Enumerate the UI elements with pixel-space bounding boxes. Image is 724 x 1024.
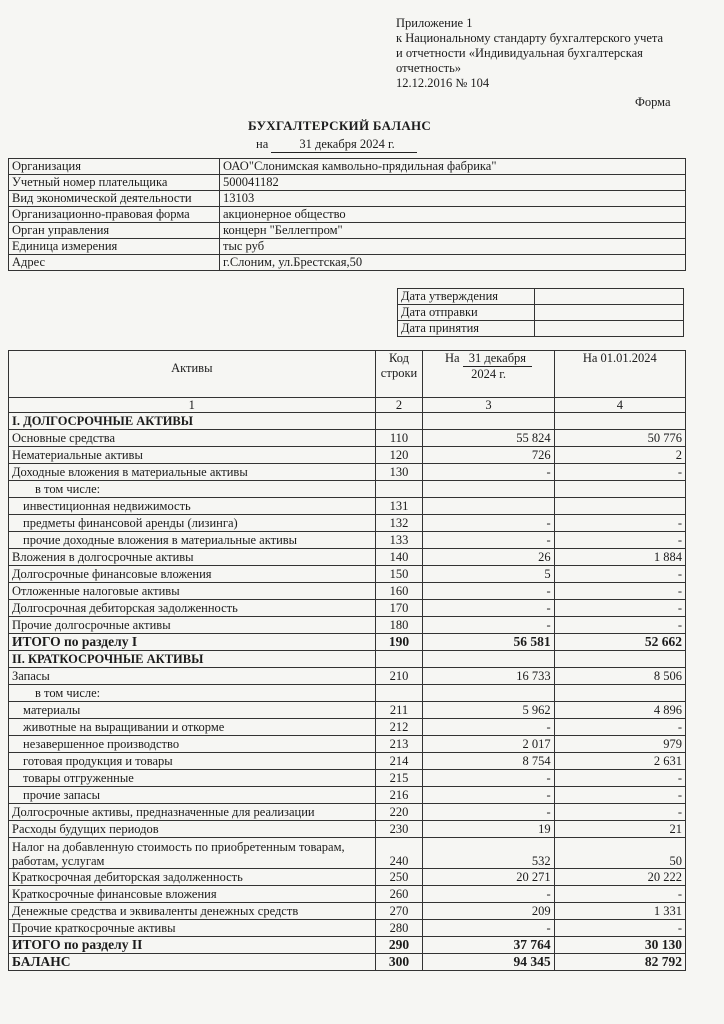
table-row (9, 903, 686, 920)
row-name: Прочие краткосрочные активы (9, 920, 376, 937)
row-value-current: 26 (423, 549, 554, 566)
table-row (9, 753, 686, 770)
row-name: в том числе: (9, 685, 376, 702)
row-value-current: 37 764 (423, 937, 554, 954)
table-row (9, 481, 686, 498)
row-name: Вложения в долгосрочные активы (9, 549, 376, 566)
appendix-line: Приложение 1 (396, 16, 473, 30)
row-name: Прочие долгосрочные активы (9, 617, 376, 634)
row-value-previous: - (554, 464, 685, 481)
table-row (9, 549, 686, 566)
row-value-previous: - (554, 770, 685, 787)
row-name: товары отгруженные (9, 770, 376, 787)
row-value-previous (554, 685, 685, 702)
org-info-row (9, 159, 686, 175)
row-code: 212 (375, 719, 423, 736)
row-code: 213 (375, 736, 423, 753)
row-name: Доходные вложения в материальные активы (9, 464, 376, 481)
row-code: 214 (375, 753, 423, 770)
org-info-label: Учетный номер плательщика (9, 175, 220, 191)
org-info-value: 13103 (220, 191, 686, 207)
row-value-previous (554, 498, 685, 515)
row-value-previous: 2 631 (554, 753, 685, 770)
row-code: 180 (375, 617, 423, 634)
row-value-previous: - (554, 920, 685, 937)
org-info-label: Вид экономической деятельности (9, 191, 220, 207)
row-name: незавершенное производство (9, 736, 376, 753)
org-info-label: Орган управления (9, 223, 220, 239)
date-field-row (398, 321, 684, 337)
row-value-current (423, 498, 554, 515)
org-info-label: Организационно-правовая форма (9, 207, 220, 223)
table-row (9, 583, 686, 600)
row-code (375, 685, 423, 702)
appendix-note (396, 16, 663, 91)
appendix-line: к Национальному стандарту бухгалтерского учета (396, 31, 664, 45)
table-row (9, 821, 686, 838)
row-value-current: - (423, 787, 554, 804)
column-number: 3 (423, 398, 554, 413)
row-code: 250 (375, 869, 423, 886)
column-numbers-row (9, 398, 686, 413)
header-code: Код строки (375, 351, 423, 398)
appendix-line: 12.12.2016 № 104 (396, 76, 490, 90)
table-row (9, 532, 686, 549)
row-code: 110 (375, 430, 423, 447)
org-info-label: Единица измерения (9, 239, 220, 255)
row-name: Долгосрочная дебиторская задолженность (9, 600, 376, 617)
row-value-current: 8 754 (423, 753, 554, 770)
header-previous-date: На 01.01.2024 (554, 351, 685, 398)
row-value-previous: - (554, 515, 685, 532)
table-row (9, 954, 686, 971)
balance-table (8, 350, 686, 971)
row-code: 260 (375, 886, 423, 903)
row-value-previous: - (554, 583, 685, 600)
table-row (9, 838, 686, 869)
row-value-current: - (423, 600, 554, 617)
row-value-previous: - (554, 886, 685, 903)
table-row (9, 651, 686, 668)
org-info-label: Адрес (9, 255, 220, 271)
row-name: Долгосрочные финансовые вложения (9, 566, 376, 583)
row-value-current: 2 017 (423, 736, 554, 753)
row-value-previous: 50 (554, 838, 685, 869)
table-row (9, 617, 686, 634)
org-info-value: г.Слоним, ул.Брестская,50 (220, 255, 686, 271)
row-code: 300 (375, 954, 423, 971)
header-current-year: 2024 г. (471, 367, 507, 381)
appendix-line: и отчетности «Индивидуальная бухгалтерская (396, 46, 643, 60)
row-name: прочие запасы (9, 787, 376, 804)
row-name: Отложенные налоговые активы (9, 583, 376, 600)
row-code: 170 (375, 600, 423, 617)
row-code: 280 (375, 920, 423, 937)
row-name: предметы финансовой аренды (лизинга) (9, 515, 376, 532)
table-row (9, 804, 686, 821)
row-value-previous: 1 331 (554, 903, 685, 920)
row-value-current: 55 824 (423, 430, 554, 447)
row-name: ИТОГО по разделу I (9, 634, 376, 651)
row-code: 131 (375, 498, 423, 515)
row-name: II. КРАТКОСРОЧНЫЕ АКТИВЫ (9, 651, 376, 668)
row-value-current: - (423, 515, 554, 532)
table-row (9, 634, 686, 651)
org-info-row (9, 207, 686, 223)
column-number: 4 (554, 398, 685, 413)
row-value-current (423, 651, 554, 668)
table-row (9, 515, 686, 532)
date-field-row (398, 289, 684, 305)
row-value-current: 5 962 (423, 702, 554, 719)
row-value-previous: 1 884 (554, 549, 685, 566)
row-value-current: - (423, 583, 554, 600)
org-info-row (9, 191, 686, 207)
table-row (9, 736, 686, 753)
row-value-current: 5 (423, 566, 554, 583)
row-value-previous: 52 662 (554, 634, 685, 651)
row-code: 290 (375, 937, 423, 954)
row-name: Краткосрочные финансовые вложения (9, 886, 376, 903)
row-value-previous: 50 776 (554, 430, 685, 447)
row-name: БАЛАНС (9, 954, 376, 971)
row-value-current: - (423, 532, 554, 549)
table-row (9, 498, 686, 515)
row-value-current (423, 413, 554, 430)
row-value-previous (554, 481, 685, 498)
org-info-value: ОАО"Слонимская камвольно-прядильная фабрика" (220, 159, 686, 175)
row-value-current: - (423, 770, 554, 787)
row-name: Основные средства (9, 430, 376, 447)
date-field-value (535, 305, 684, 321)
row-code: 270 (375, 903, 423, 920)
org-info-value: концерн "Беллегпром" (220, 223, 686, 239)
row-value-previous: 8 506 (554, 668, 685, 685)
row-value-previous: - (554, 532, 685, 549)
row-value-current: - (423, 804, 554, 821)
row-name: Запасы (9, 668, 376, 685)
row-name: материалы (9, 702, 376, 719)
row-name: I. ДОЛГОСРОЧНЫЕ АКТИВЫ (9, 413, 376, 430)
org-info-row (9, 239, 686, 255)
table-row (9, 869, 686, 886)
row-value-previous: 21 (554, 821, 685, 838)
column-number: 2 (375, 398, 423, 413)
row-value-current: 94 345 (423, 954, 554, 971)
row-name: готовая продукция и товары (9, 753, 376, 770)
row-value-previous (554, 651, 685, 668)
row-code: 216 (375, 787, 423, 804)
row-value-previous: 2 (554, 447, 685, 464)
row-name: Долгосрочные активы, предназначенные для реализации (9, 804, 376, 821)
table-row (9, 719, 686, 736)
table-row (9, 668, 686, 685)
row-value-current: - (423, 719, 554, 736)
date-field-value (535, 321, 684, 337)
appendix-line: отчетность» (396, 61, 462, 75)
row-code: 130 (375, 464, 423, 481)
table-row (9, 430, 686, 447)
row-value-previous: - (554, 787, 685, 804)
row-code: 190 (375, 634, 423, 651)
org-info-row (9, 255, 686, 271)
org-info-row (9, 175, 686, 191)
row-name: инвестиционная недвижимость (9, 498, 376, 515)
table-row (9, 702, 686, 719)
row-value-current: 726 (423, 447, 554, 464)
row-value-current: 209 (423, 903, 554, 920)
table-header-row (9, 351, 686, 398)
row-value-current: 56 581 (423, 634, 554, 651)
date-field-label: Дата отправки (398, 305, 535, 321)
row-value-current: - (423, 886, 554, 903)
row-name: животные на выращивании и откорме (9, 719, 376, 736)
row-value-previous: - (554, 804, 685, 821)
row-value-previous: - (554, 719, 685, 736)
row-code (375, 413, 423, 430)
row-value-current: 16 733 (423, 668, 554, 685)
row-name: Краткосрочная дебиторская задолженность (9, 869, 376, 886)
row-name: ИТОГО по разделу II (9, 937, 376, 954)
column-number: 1 (9, 398, 376, 413)
row-value-previous: - (554, 617, 685, 634)
row-name: Расходы будущих периодов (9, 821, 376, 838)
row-value-current: 532 (423, 838, 554, 869)
row-name: Нематериальные активы (9, 447, 376, 464)
header-current-date (423, 351, 554, 398)
date-field-value (535, 289, 684, 305)
organization-info-table (8, 158, 686, 271)
table-row (9, 600, 686, 617)
row-value-current: 20 271 (423, 869, 554, 886)
table-row (9, 937, 686, 954)
table-row (9, 770, 686, 787)
row-code: 132 (375, 515, 423, 532)
row-value-current: - (423, 617, 554, 634)
row-value-previous: 30 130 (554, 937, 685, 954)
row-name: в том числе: (9, 481, 376, 498)
org-info-value: акционерное общество (220, 207, 686, 223)
row-value-previous: 20 222 (554, 869, 685, 886)
row-code: 120 (375, 447, 423, 464)
table-row (9, 566, 686, 583)
table-row (9, 685, 686, 702)
table-row (9, 920, 686, 937)
row-code: 240 (375, 838, 423, 869)
org-info-row (9, 223, 686, 239)
row-code: 160 (375, 583, 423, 600)
row-code: 150 (375, 566, 423, 583)
row-value-current (423, 481, 554, 498)
document-title: БУХГАЛТЕРСКИЙ БАЛАНС (248, 118, 432, 133)
date-prefix: на (256, 137, 269, 151)
header-current-day: 31 декабря (463, 351, 532, 367)
row-name: прочие доходные вложения в материальные активы (9, 532, 376, 549)
row-code (375, 651, 423, 668)
row-code: 210 (375, 668, 423, 685)
dates-table (397, 288, 684, 337)
row-value-previous: 979 (554, 736, 685, 753)
row-code: 133 (375, 532, 423, 549)
date-value: 31 декабря 2024 г. (271, 137, 416, 153)
date-field-row (398, 305, 684, 321)
table-row (9, 787, 686, 804)
org-info-value: 500041182 (220, 175, 686, 191)
row-name: Налог на добавленную стоимость по приобретенным товарам, работам, услугам (9, 838, 376, 869)
row-value-previous: - (554, 600, 685, 617)
table-row (9, 413, 686, 430)
row-value-current: - (423, 464, 554, 481)
row-code: 140 (375, 549, 423, 566)
org-info-label: Организация (9, 159, 220, 175)
row-code: 211 (375, 702, 423, 719)
document-date (256, 137, 417, 153)
row-code: 230 (375, 821, 423, 838)
table-row (9, 464, 686, 481)
form-label: Форма (635, 95, 671, 109)
row-code (375, 481, 423, 498)
date-field-label: Дата утверждения (398, 289, 535, 305)
header-assets: Активы (9, 351, 376, 398)
row-value-current: 19 (423, 821, 554, 838)
row-value-previous: - (554, 566, 685, 583)
table-row (9, 886, 686, 903)
row-value-previous (554, 413, 685, 430)
row-code: 220 (375, 804, 423, 821)
header-current-prefix: На (445, 351, 460, 365)
row-code: 215 (375, 770, 423, 787)
row-value-previous: 4 896 (554, 702, 685, 719)
table-row (9, 447, 686, 464)
row-value-previous: 82 792 (554, 954, 685, 971)
date-field-label: Дата принятия (398, 321, 535, 337)
row-value-current (423, 685, 554, 702)
row-value-current: - (423, 920, 554, 937)
org-info-value: тыс руб (220, 239, 686, 255)
row-name: Денежные средства и эквиваленты денежных средств (9, 903, 376, 920)
